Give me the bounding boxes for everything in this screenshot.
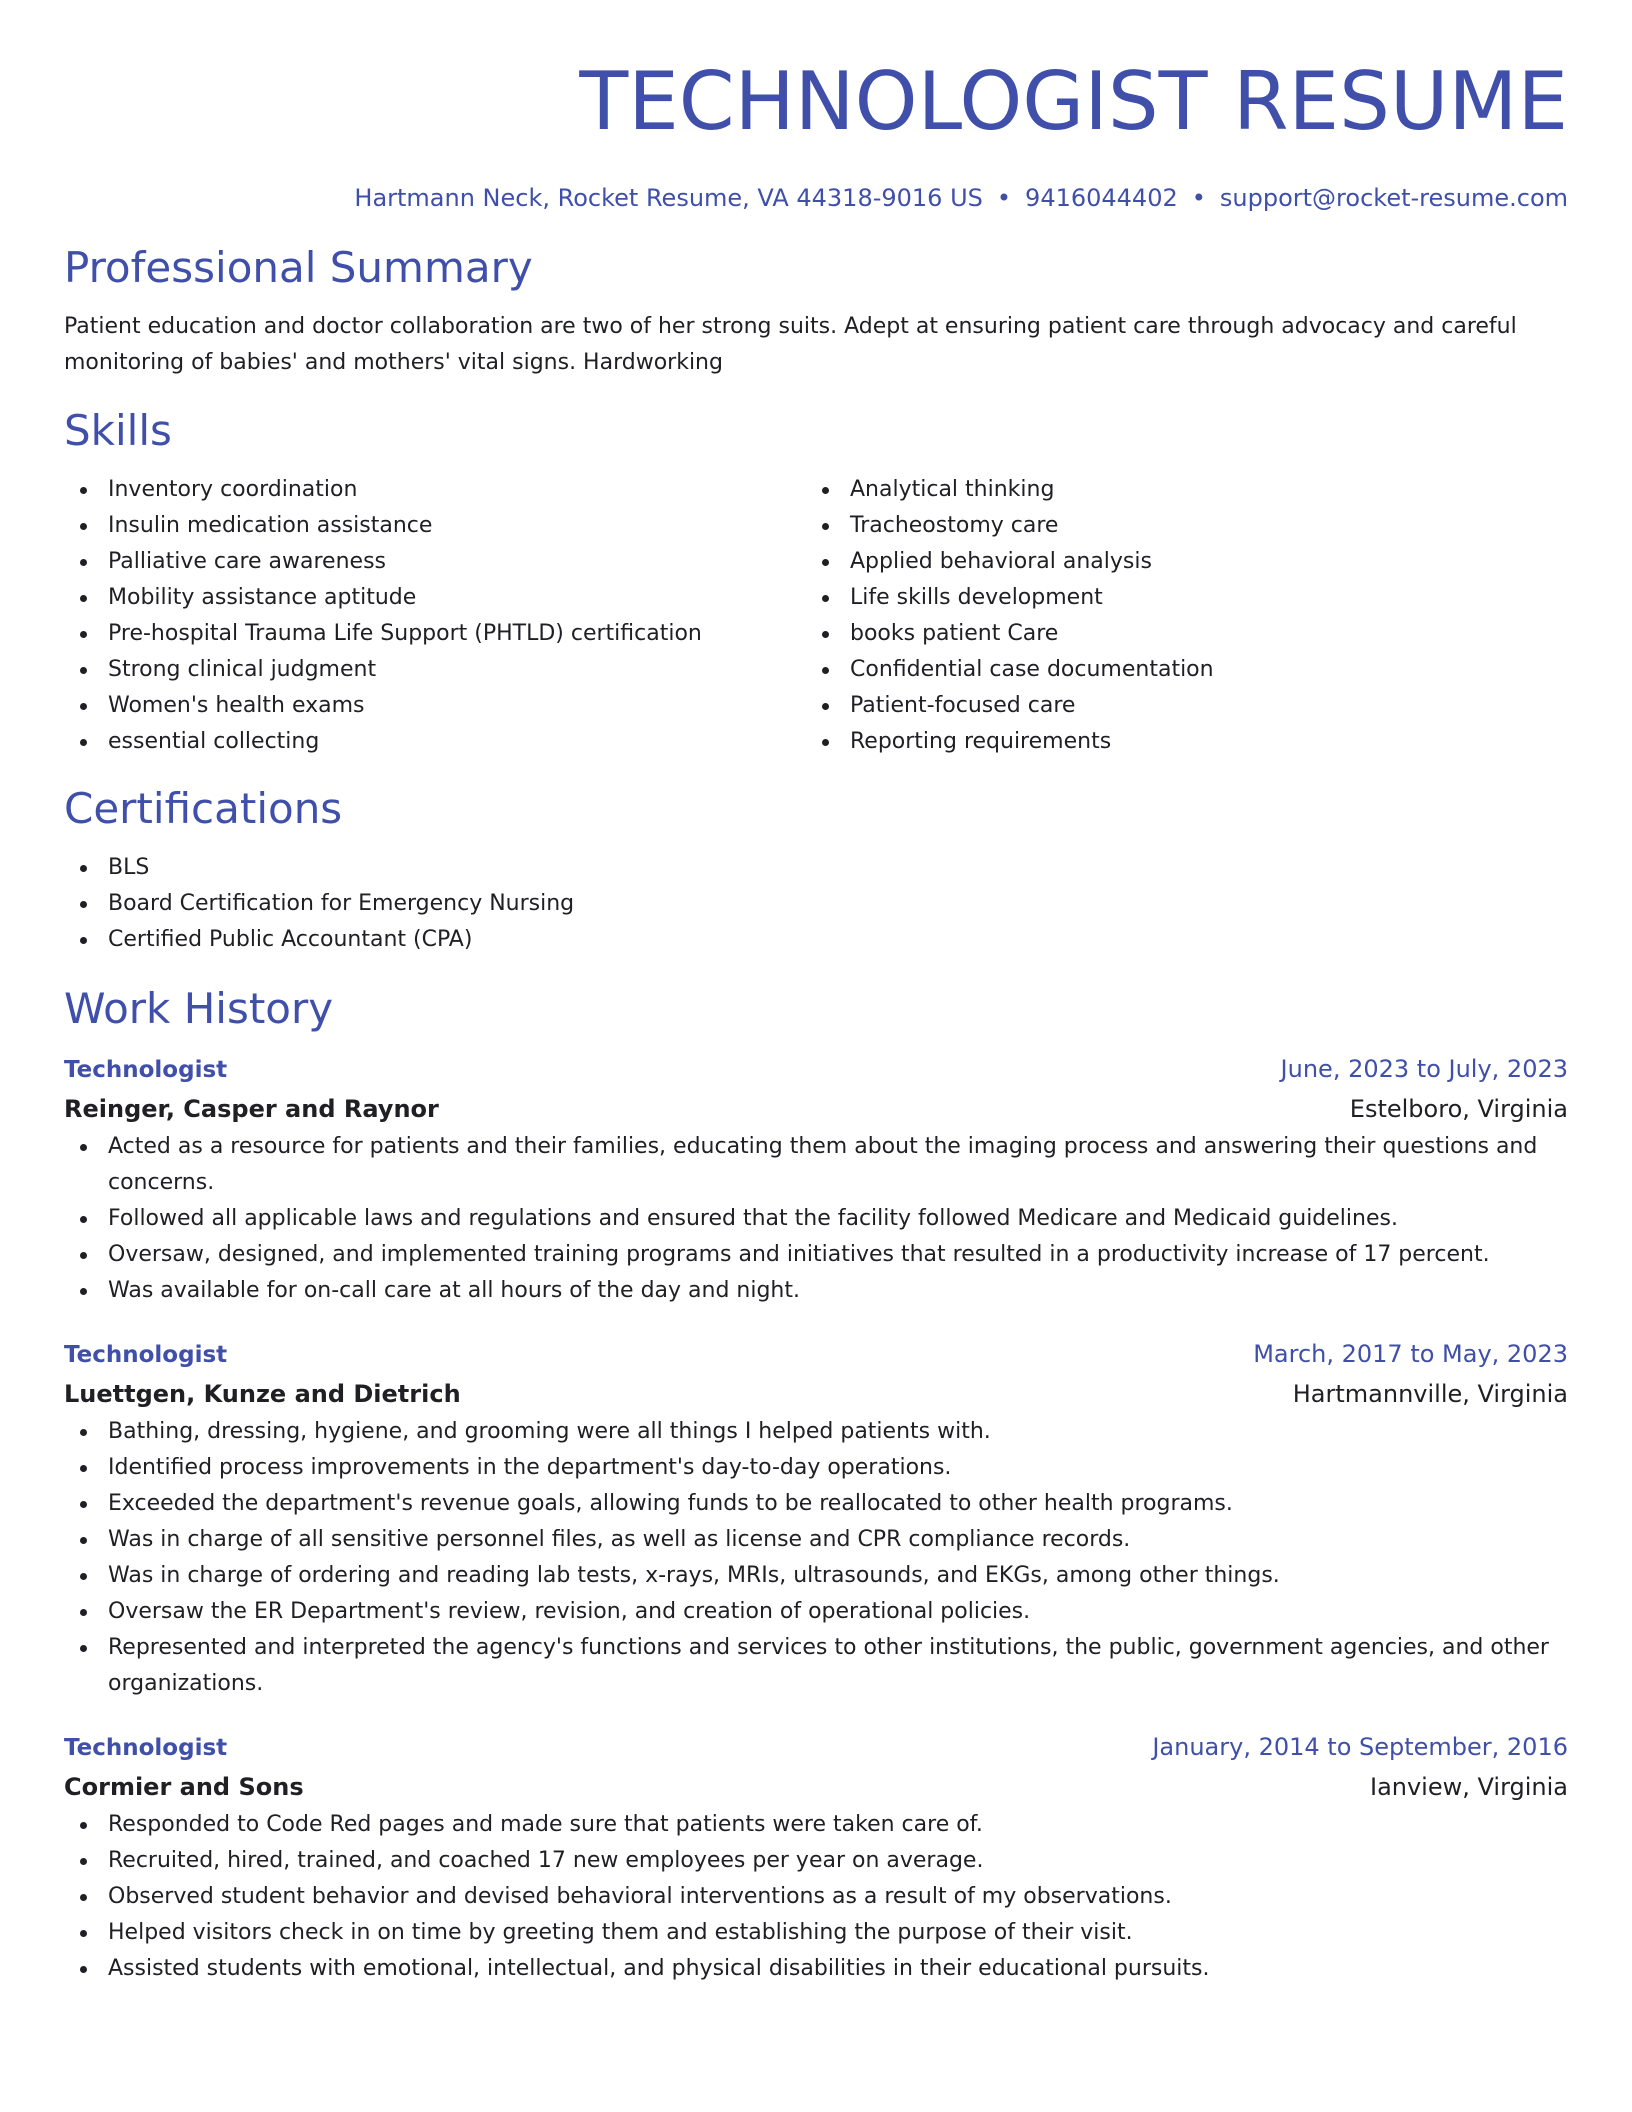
job-entry <box>64 1335 1568 1702</box>
skill-item: Palliative care awareness <box>64 544 806 580</box>
job-bullet: Was in charge of ordering and reading lab tests, x-rays, MRIs, ultrasounds, and EKGs, among other things. <box>64 1558 1568 1594</box>
job-bullet-list <box>64 1807 1568 1987</box>
job-dates: March, 2017 to May, 2023 <box>1253 1340 1568 1368</box>
job-header-row <box>64 1728 1568 1767</box>
job-dates: June, 2023 to July, 2023 <box>1280 1055 1568 1083</box>
work-history-section <box>64 984 1568 1987</box>
skill-item: Insulin medication assistance <box>64 508 806 544</box>
skills-heading: Skills <box>64 406 172 455</box>
job-company-row <box>64 1089 1568 1129</box>
certifications-heading: Certifications <box>64 784 343 833</box>
job-location: Estelboro, Virginia <box>1349 1095 1568 1123</box>
job-bullet: Exceeded the department's revenue goals, allowing funds to be reallocated to other health programs. <box>64 1486 1568 1522</box>
skill-item: Mobility assistance aptitude <box>64 580 806 616</box>
job-role: Technologist <box>64 1735 228 1761</box>
skill-item: essential collecting <box>64 724 806 760</box>
job-entry <box>64 1050 1568 1309</box>
job-company: Cormier and Sons <box>64 1773 304 1801</box>
certifications-list <box>64 850 1568 958</box>
summary-text: Patient education and doctor collaboration are two of her strong suits. Adept at ensuring patient care through advocacy and careful monitoring of babies' and mothers' vital signs. Hardworking <box>64 314 1517 375</box>
contact-phone[interactable]: 9416044402 <box>1025 184 1178 212</box>
job-role: Technologist <box>64 1342 228 1368</box>
skill-item: Confidential case documentation <box>806 652 1548 688</box>
resume-page <box>64 0 1568 2013</box>
skill-item: Women's health exams <box>64 688 806 724</box>
job-header-row <box>64 1050 1568 1089</box>
summary-section <box>64 243 1568 381</box>
job-bullet: Identified process improvements in the department's day-to-day operations. <box>64 1450 1568 1486</box>
contact-line <box>64 180 1568 216</box>
skill-item: Life skills development <box>806 580 1548 616</box>
work-history-heading: Work History <box>64 984 334 1033</box>
job-header-row <box>64 1335 1568 1374</box>
skill-item: books patient Care <box>806 616 1548 652</box>
job-bullet: Assisted students with emotional, intellectual, and physical disabilities in their educational pursuits. <box>64 1951 1568 1987</box>
resume-title: TECHNOLOGIST RESUME <box>579 55 1568 148</box>
skill-item: Inventory coordination <box>64 472 806 508</box>
skill-item: Pre-hospital Trauma Life Support (PHTLD) certification <box>64 616 806 652</box>
job-bullet: Bathing, dressing, hygiene, and grooming were all things I helped patients with. <box>64 1414 1568 1450</box>
job-bullet: Responded to Code Red pages and made sure that patients were taken care of. <box>64 1807 1568 1843</box>
job-bullet-list <box>64 1414 1568 1702</box>
job-bullet: Oversaw, designed, and implemented training programs and initiatives that resulted in a productivity increase of 17 percent. <box>64 1237 1568 1273</box>
skills-list-left <box>64 472 806 760</box>
skill-item: Tracheostomy care <box>806 508 1548 544</box>
summary-heading: Professional Summary <box>64 243 533 292</box>
job-location: Ianview, Virginia <box>1369 1773 1568 1801</box>
job-company-row <box>64 1767 1568 1807</box>
certification-item: Certified Public Accountant (CPA) <box>64 922 1568 958</box>
job-bullet: Represented and interpreted the agency's functions and services to other institutions, the public, government agencies, and other organizations. <box>64 1630 1568 1702</box>
job-company: Luettgen, Kunze and Dietrich <box>64 1380 461 1408</box>
job-company: Reinger, Casper and Raynor <box>64 1095 439 1123</box>
contact-separator: • <box>1191 184 1206 212</box>
certification-item: Board Certification for Emergency Nursing <box>64 886 1568 922</box>
job-bullet-list <box>64 1129 1568 1309</box>
job-dates: January, 2014 to September, 2016 <box>1152 1733 1568 1761</box>
certification-item: BLS <box>64 850 1568 886</box>
skill-item: Analytical thinking <box>806 472 1548 508</box>
skill-item: Strong clinical judgment <box>64 652 806 688</box>
certifications-section <box>64 784 1568 958</box>
job-bullet: Recruited, hired, trained, and coached 17 new employees per year on average. <box>64 1843 1568 1879</box>
skills-list-right <box>806 472 1548 760</box>
contact-address: Hartmann Neck, Rocket Resume, VA 44318-9016 US <box>354 184 983 212</box>
contact-email[interactable]: support@rocket-resume.com <box>1219 184 1568 212</box>
skill-item: Applied behavioral analysis <box>806 544 1548 580</box>
skills-grid <box>64 472 1568 760</box>
job-bullet: Helped visitors check in on time by greeting them and establishing the purpose of their visit. <box>64 1915 1568 1951</box>
jobs-container <box>64 1050 1568 1987</box>
job-entry <box>64 1728 1568 1987</box>
job-bullet: Observed student behavior and devised behavioral interventions as a result of my observations. <box>64 1879 1568 1915</box>
job-bullet: Was in charge of all sensitive personnel files, as well as license and CPR compliance records. <box>64 1522 1568 1558</box>
skill-item: Patient-focused care <box>806 688 1548 724</box>
job-bullet: Acted as a resource for patients and their families, educating them about the imaging process and answering their questions and concerns. <box>64 1129 1568 1201</box>
skill-item: Reporting requirements <box>806 724 1548 760</box>
job-bullet: Followed all applicable laws and regulations and ensured that the facility followed Medicare and Medicaid guidelines. <box>64 1201 1568 1237</box>
job-bullet: Was available for on-call care at all hours of the day and night. <box>64 1273 1568 1309</box>
contact-separator: • <box>996 184 1012 212</box>
job-role: Technologist <box>64 1057 228 1083</box>
job-location: Hartmannville, Virginia <box>1292 1380 1568 1408</box>
job-company-row <box>64 1374 1568 1414</box>
job-bullet: Oversaw the ER Department's review, revision, and creation of operational policies. <box>64 1594 1568 1630</box>
skills-section <box>64 406 1568 760</box>
